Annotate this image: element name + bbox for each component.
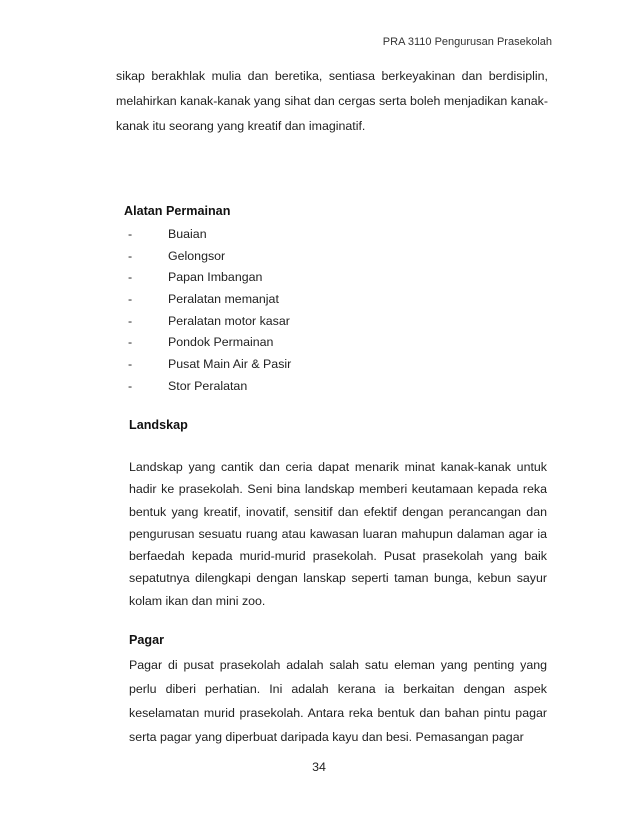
list-item-label: Peralatan memanjat — [168, 292, 279, 307]
list-bullet: - — [128, 292, 133, 307]
list-item — [128, 311, 291, 333]
list-bullet: - — [128, 248, 133, 263]
list-bullet: - — [128, 227, 133, 241]
list-item-label: Pondok Permainan — [168, 335, 274, 350]
pagar-heading: Pagar — [129, 633, 165, 647]
list-bullet: - — [128, 313, 133, 328]
list-item — [128, 246, 291, 268]
list-bullet: - — [128, 378, 133, 393]
page-number: 34 — [312, 760, 326, 774]
list-item-label: Pusat Main Air & Pasir — [168, 357, 292, 372]
list-item-label: Buaian — [168, 227, 207, 241]
list-item-label: Stor Peralatan — [168, 378, 248, 393]
list-item-label: Peralatan motor kasar — [168, 313, 290, 328]
list-bullet: - — [128, 270, 133, 285]
equipment-list — [128, 224, 291, 398]
list-bullet: - — [128, 357, 133, 372]
list-item — [128, 267, 291, 289]
list-item — [128, 376, 291, 398]
list-item — [128, 224, 291, 246]
list-item — [128, 289, 291, 311]
intro-paragraph: sikap berakhlak mulia dan beretika, sentiasa berkeyakinan dan berdisiplin, melahirkan kanak-kanak yang sihat dan cergas serta boleh menjadikan kanak-kanak itu seorang yang kreatif dan imaginatif. — [116, 69, 548, 133]
equipment-heading: Alatan Permainan — [124, 204, 231, 218]
list-item — [128, 332, 291, 354]
list-item-label: Gelongsor — [168, 248, 226, 263]
intro-section — [116, 64, 548, 139]
landskap-paragraph: Landskap yang cantik dan ceria dapat menarik minat kanak-kanak untuk hadir ke prasekolah. Seni bina landskap memberi keutamaan kepada reka bentuk yang kreatif, inovatif, sensitif dan efektif dengan perancangan dan pengurusan sesuatu ruang atau kawasan luaran mahupun dalaman agar ia berfaedah kepada murid-murid prasekolah. Pusat prasekolah yang baik sepatutnya dilengkapi dengan lanskap seperti taman bunga, kebun sayur kolam ikan dan mini zoo. — [129, 460, 547, 608]
list-item — [128, 354, 291, 376]
landskap-heading: Landskap — [129, 418, 188, 432]
list-item-label: Papan Imbangan — [168, 270, 263, 285]
page-header: PRA 3110 Pengurusan Prasekolah — [382, 36, 552, 48]
pagar-paragraph: Pagar di pusat prasekolah adalah salah satu eleman yang penting yang perlu diberi perhatian. Ini adalah kerana ia berkaitan dengan aspek keselamatan murid prasekolah. Antara reka bentuk dan bahan pintu pagar serta pagar yang diperbuat daripada kayu dan besi. Pemasangan pagar — [129, 658, 547, 744]
list-bullet: - — [128, 335, 133, 350]
